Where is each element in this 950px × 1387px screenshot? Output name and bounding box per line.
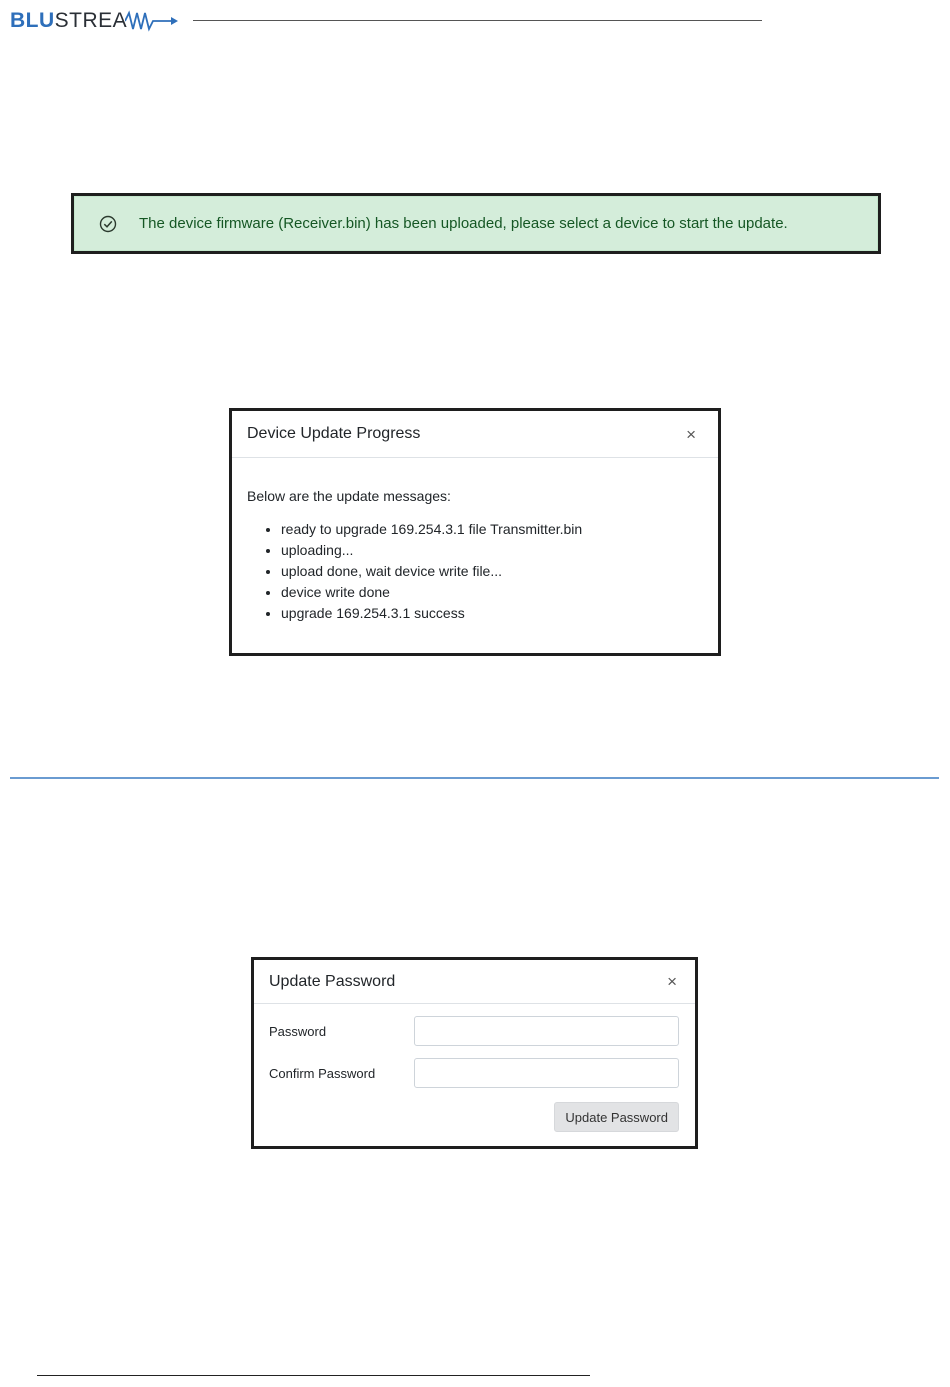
check-circle-icon <box>99 215 117 233</box>
progress-modal-screenshot-frame <box>229 408 721 656</box>
list-item: • upgrade 169.254.3.1 success <box>281 603 703 624</box>
modal-header <box>232 411 718 458</box>
confirm-password-row <box>269 1058 679 1088</box>
list-item: • device write done <box>281 582 703 603</box>
header-divider <box>193 20 762 21</box>
password-row <box>269 1016 679 1046</box>
update-messages-list <box>247 519 703 624</box>
modal-body <box>232 458 718 624</box>
password-label: Password <box>269 1023 327 1039</box>
list-item: • upload done, wait device write file... <box>281 561 703 582</box>
update-messages-intro: Below are the update messages: <box>247 488 451 504</box>
modal-header <box>254 960 695 1004</box>
update-password-button[interactable]: Update Password <box>554 1102 679 1132</box>
confirm-password-input[interactable] <box>414 1058 679 1088</box>
close-icon[interactable]: × <box>686 424 696 444</box>
close-icon[interactable]: × <box>667 972 677 991</box>
modal-title: Update Password <box>269 972 396 990</box>
logo-wave-icon <box>125 9 181 33</box>
blustream-logo <box>10 9 181 33</box>
modal-title: Device Update Progress <box>247 425 421 442</box>
alert-screenshot-frame <box>71 193 881 254</box>
confirm-password-label: Confirm Password <box>269 1065 376 1081</box>
logo-blu-text: BLU <box>10 9 55 32</box>
firmware-uploaded-alert <box>74 196 878 251</box>
device-update-progress-modal <box>232 411 718 653</box>
logo-stream-text: STREA <box>54 9 128 32</box>
password-input[interactable] <box>414 1016 679 1046</box>
password-modal-screenshot-frame <box>251 957 698 1149</box>
section-divider <box>10 777 939 779</box>
list-item: • ready to upgrade 169.254.3.1 file Transmitter.bin <box>281 519 703 540</box>
alert-message: The device firmware (Receiver.bin) has been uploaded, please select a device to start the update. <box>139 215 788 232</box>
footer-divider <box>37 1375 590 1376</box>
update-password-modal <box>254 960 695 1146</box>
list-item: • uploading... <box>281 540 703 561</box>
